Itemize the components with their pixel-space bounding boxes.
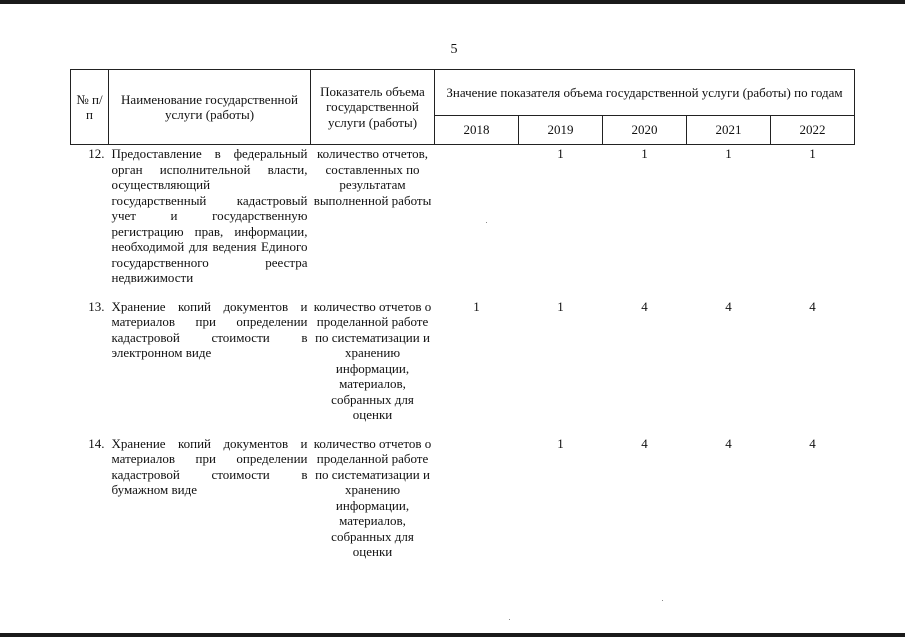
value-cell: 1 xyxy=(809,146,816,161)
value-cell: 1 xyxy=(473,298,480,314)
value-cell xyxy=(435,435,519,572)
value-cell: 1 xyxy=(557,298,564,314)
value-cell: 4 xyxy=(641,435,648,451)
value-cell: 4 xyxy=(725,298,732,314)
table-row xyxy=(71,145,855,298)
page-number: 5 xyxy=(450,42,458,57)
value-cell xyxy=(435,145,519,298)
scan-speck xyxy=(509,619,510,620)
header-year: 2020 xyxy=(603,116,687,145)
header-year: 2019 xyxy=(519,116,603,145)
header-indicator: Показатель объема государственной услуги (работы) xyxy=(311,70,435,145)
scan-top-edge xyxy=(0,0,905,4)
scan-bottom-edge xyxy=(0,633,905,637)
service-name: Хранение копий документов и материалов при определении кадастровой стоимости в бумажном виде xyxy=(111,435,308,497)
table-row xyxy=(71,435,855,572)
indicator: количество отчетов, составленных по результатам выполненной работы xyxy=(313,146,432,208)
value-cell: 1 xyxy=(557,146,564,161)
value-cell: 4 xyxy=(725,435,732,451)
value-cell: 1 xyxy=(641,146,648,161)
indicator: количество отчетов о проделанной работе по систематизации и хранению информации, материалов, собранных для оценки xyxy=(313,298,432,422)
row-number: 12. xyxy=(88,146,105,161)
value-cell: 4 xyxy=(809,435,816,451)
scan-speck xyxy=(662,600,663,601)
service-name: Предоставление в федеральный орган исполнительной власти, осуществляющий государственный кадастровый учет и государственную регистрацию прав, информации, необходимой для ведения Единого государственного реестра недвижимости xyxy=(111,146,308,285)
header-year: 2022 xyxy=(771,116,855,145)
row-number: 14. xyxy=(88,435,105,451)
services-table xyxy=(70,69,855,572)
table-row xyxy=(71,298,855,435)
row-number: 13. xyxy=(88,298,105,314)
header-year: 2018 xyxy=(435,116,519,145)
header-year: 2021 xyxy=(687,116,771,145)
value-cell: 4 xyxy=(641,298,648,314)
header-values-by-year: Значение показателя объема государственной услуги (работы) по годам xyxy=(435,70,855,116)
header-number: № п/п xyxy=(71,70,109,145)
indicator: количество отчетов о проделанной работе по систематизации и хранению информации, материалов, собранных для оценки xyxy=(313,435,432,559)
service-name: Хранение копий документов и материалов при определении кадастровой стоимости в электронном виде xyxy=(111,298,308,360)
value-cell: 4 xyxy=(809,298,816,314)
value-cell: 1 xyxy=(557,435,564,451)
value-cell: 1 xyxy=(725,146,732,161)
header-service-name: Наименование государственной услуги (работы) xyxy=(109,70,311,145)
